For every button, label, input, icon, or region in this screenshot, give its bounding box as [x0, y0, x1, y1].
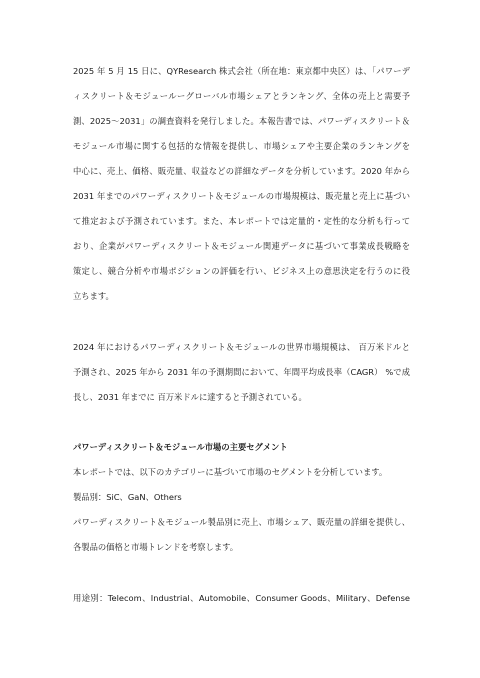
- product-desc-line-1: パワーディスクリート＆モジュール製品別に売上、市場シェア、販売量の詳細を提供し、: [73, 517, 410, 527]
- intro-line-1: 2025 年 5 月 15 日に、QYResearch 株式会社（所在地：東京都中央区）は、「パワーデ: [73, 66, 410, 76]
- intro-line-6: 2031 年までのパワーディスクリート＆モジュールの市場規模は、販売量と売上に基づい: [73, 191, 410, 201]
- intro-line-10: 立ちます。: [73, 291, 114, 301]
- market-line-2: 予測され、2025 年から 2031 年の予測期間において、年間平均成長率（CAGR） %で成: [73, 367, 410, 377]
- intro-line-4: モジュール市場に関する包括的な情報を提供し、市場シェアや主要企業のランキングを: [73, 141, 410, 151]
- product-desc-line-2: 各製品の価格と市場トレンドを考察します。: [73, 542, 239, 552]
- intro-line-3: 測、2025～2031」の調査資料を発行しました。本報告書では、パワーディスクリート＆: [73, 116, 410, 126]
- intro-line-8: おり、企業がパワーディスクリート＆モジュール関連データに基づいて事業成長戦略を: [73, 241, 410, 251]
- intro-line-2: ィスクリート＆モジュールーグローバル市場シェアとランキング、全体の売上と需要予: [73, 91, 410, 101]
- by-application-line: 用途別：Telecom、Industrial、Automobile、Consumer Goods、Military、Defense: [73, 593, 410, 603]
- market-line-3: 長し、2031 年までに 百万米ドルに達すると予測されている。: [73, 392, 307, 402]
- by-product-line: 製品別：SiC、GaN、Others: [73, 492, 182, 502]
- segment-heading: パワーディスクリート＆モジュール市場の主要セグメント: [73, 442, 288, 452]
- market-line-1: 2024 年におけるパワーディスクリート＆モジュールの世界市場規模は、 百万米ドルと: [73, 342, 410, 352]
- intro-line-9: 策定し、競合分析や市場ポジションの評価を行い、ビジネス上の意思決定を行うのに役: [73, 266, 410, 276]
- intro-line-5: 中心に、売上、価格、販売量、収益などの詳細なデータを分析しています。2020 年から: [73, 166, 410, 176]
- intro-line-7: て推定および予測されています。また、本レポートでは定量的・定性的な分析も行って: [73, 216, 410, 226]
- segment-intro: 本レポートでは、以下のカテゴリーに基づいて市場のセグメントを分析しています。: [73, 467, 388, 477]
